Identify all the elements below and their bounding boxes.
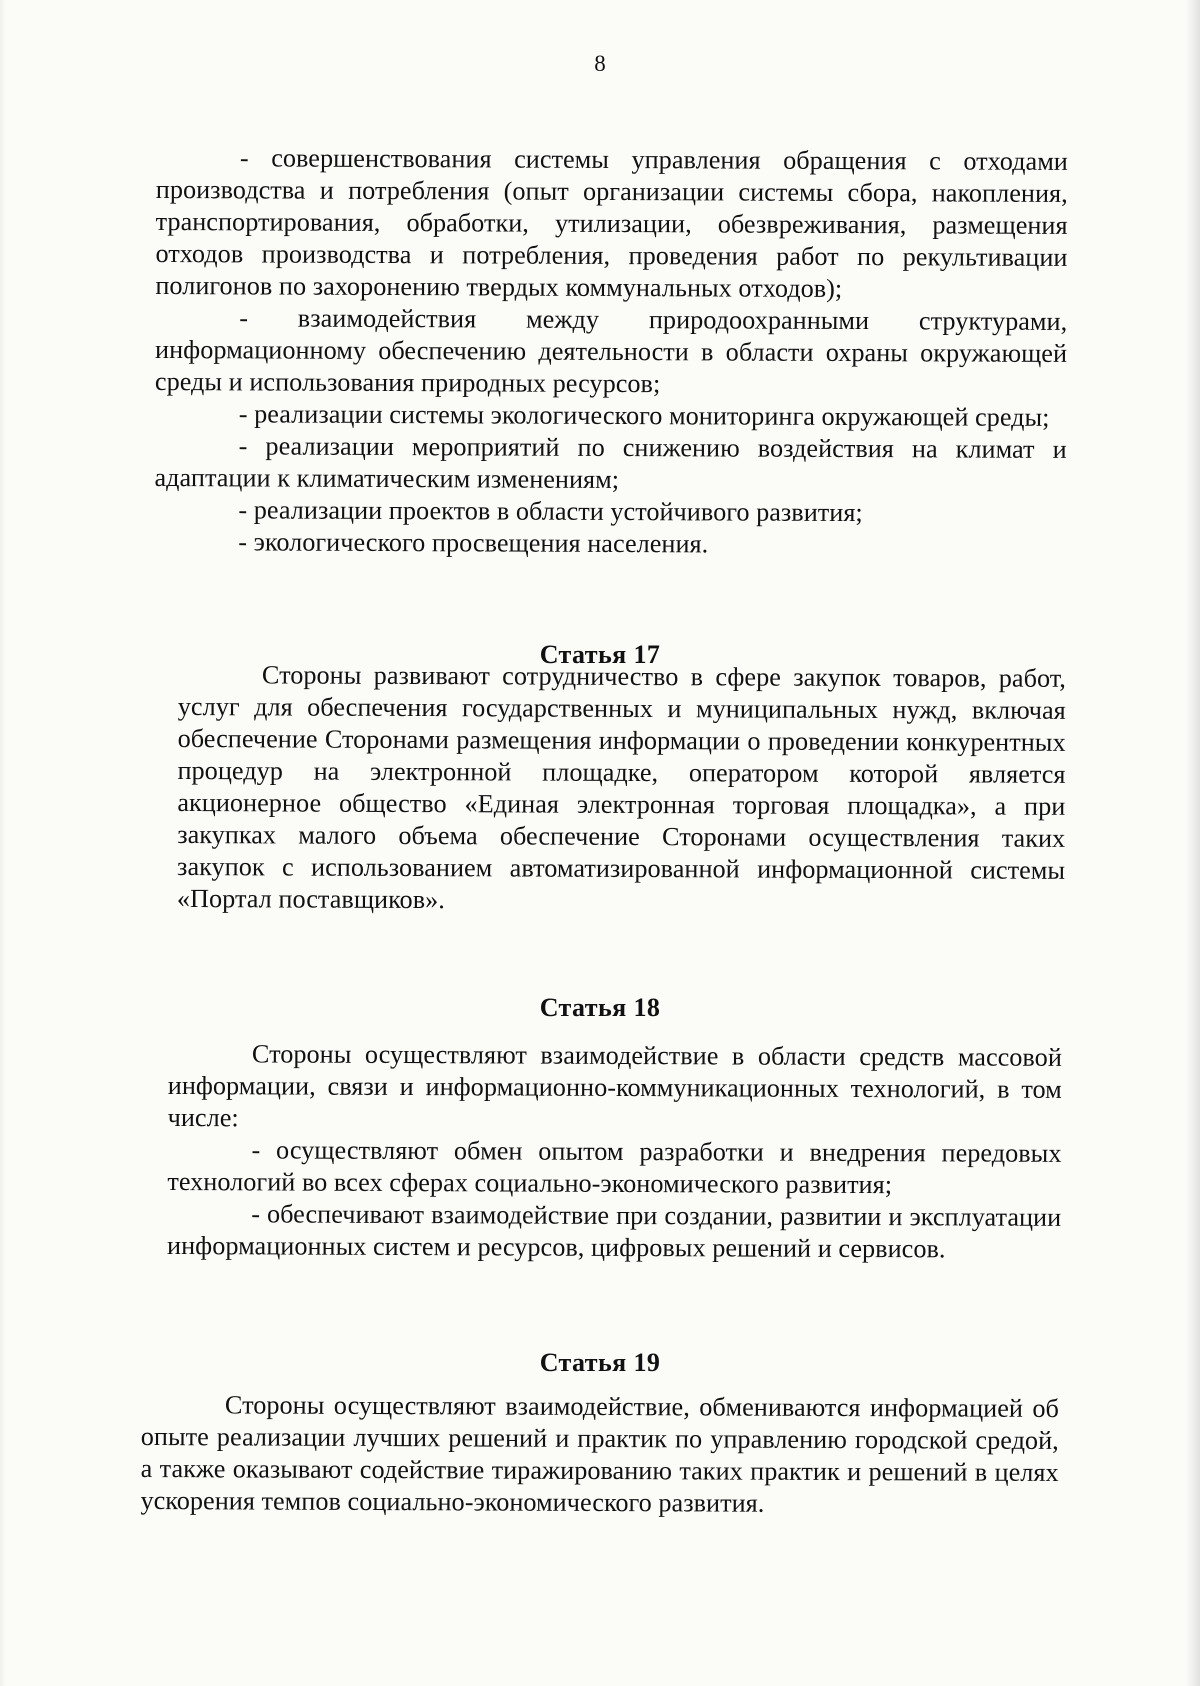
article-17-paragraph: Стороны развивают сотрудничество в сфере закупок товаров, работ, услуг для обеспечения государственных и муниципальных нужд, включая обеспечение Сторонами размещения информации о проведении конкурентных процедур на электронной площадке, оператором которой является акционерное общество «Единая электронная торговая площадка», а при закупках малого объема обеспечение Сторонами осуществления таких закупок с использованием автоматизированной информационной системы «Портал поставщиков». — [176, 660, 1066, 915]
scan-left-edge — [0, 0, 6, 1686]
article-18-paragraph: Стороны осуществляют взаимодействие в области средств массовой информации, связи и информационно-коммуникационных технологий, в том числе: — [167, 1039, 1062, 1133]
article-18-heading: Статья 18 — [539, 992, 661, 1022]
list-item: - экологического просвещения населения. — [238, 527, 709, 559]
article-17-heading: Статья 17 — [539, 639, 661, 669]
article-18-body — [167, 1038, 1062, 1266]
article-17-body — [177, 659, 1066, 919]
environmental-cooperation-list — [154, 142, 1068, 562]
article-19-body — [140, 1389, 1059, 1521]
article-18-list-item: - обеспечивают взаимодействие при создании, развитии и эксплуатации информационных систем и ресурсов, цифровых решений и сервисов. — [167, 1199, 1062, 1264]
list-item: - реализации проектов в области устойчивого развития; — [238, 495, 863, 528]
scan-right-edge — [1186, 0, 1200, 1686]
article-18-list-item: - осуществляют обмен опытом разработки и внедрения передовых технологий во всех сферах социально-экономического развития; — [167, 1135, 1062, 1200]
list-item: - реализации системы экологического мониторинга окружающей среды; — [238, 399, 1050, 432]
list-item: - взаимодействия между природоохранными структурами, информационному обеспечению деятельности в области охраны окружающей среды и использования природных ресурсов; — [154, 303, 1068, 399]
article-19-heading: Статья 19 — [539, 1347, 661, 1377]
article-19-paragraph: Стороны осуществляют взаимодействие, обмениваются информацией об опыте реализации лучших решений и практик по управлению городской средой, а также оказывают содействие тиражированию таких практик и решений в целях ускорения темпов социально-экономического развития. — [140, 1390, 1059, 1518]
list-item: - совершенствования системы управления обращения с отходами производства и потребления (опыт организации системы сбора, накопления, транспортирования, обработки, утилизации, обезвреживания, размещения отходов производства и потребления, проведения работ по рекультивации полигонов по захоронению твердых коммунальных отходов); — [155, 143, 1068, 303]
list-item: - реализации мероприятий по снижению воздействия на климат и адаптации к климатическим изменениям; — [154, 431, 1067, 495]
page-number: 8 — [594, 51, 606, 76]
